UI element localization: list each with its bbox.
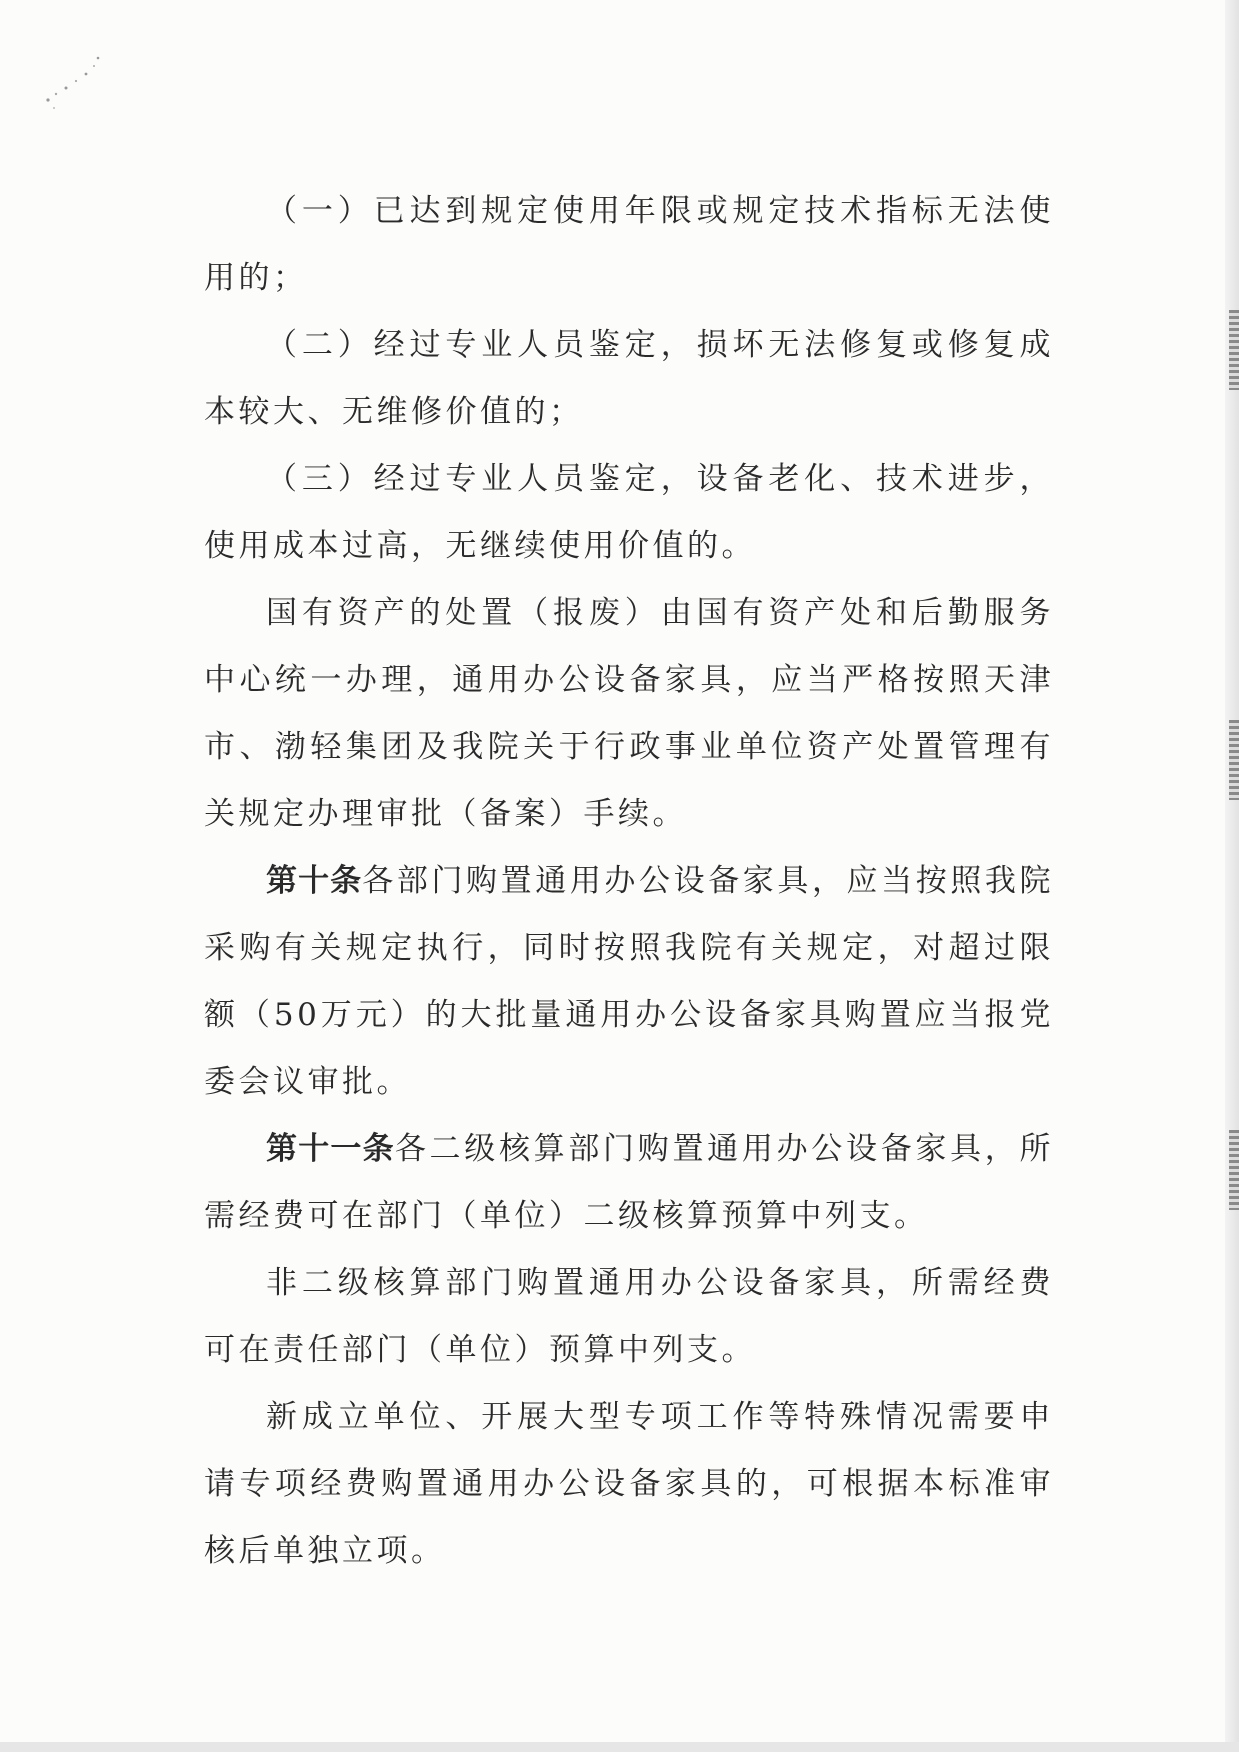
document-body bbox=[204, 178, 1054, 1585]
page-bottom-edge bbox=[0, 1742, 1239, 1752]
paragraph-text: 各二级核算部门购置通用办公设备家具，所需经费可在部门（单位）二级核算预算中列支。 bbox=[204, 1131, 1055, 1234]
paragraph-item-2 bbox=[204, 312, 1054, 446]
paragraph-special-projects bbox=[204, 1384, 1054, 1585]
scan-speck-marks bbox=[36, 48, 106, 118]
paragraph-item-3 bbox=[204, 446, 1054, 580]
paragraph-text: 新成立单位、开展大型专项工作等特殊情况需要申请专项经费购置通用办公设备家具的，可根据本标准审核后单独立项。 bbox=[204, 1399, 1054, 1569]
article-10 bbox=[204, 848, 1054, 1116]
paragraph-text: 非二级核算部门购置通用办公设备家具，所需经费可在责任部门（单位）预算中列支。 bbox=[204, 1265, 1054, 1368]
article-heading: 第十条 bbox=[266, 863, 363, 899]
binding-hole-mark bbox=[1229, 720, 1239, 800]
paragraph-non-secondary-units bbox=[204, 1250, 1054, 1384]
paragraph-item-1 bbox=[204, 178, 1054, 312]
binding-hole-mark bbox=[1229, 1130, 1239, 1210]
paragraph-disposal-rules bbox=[204, 580, 1054, 848]
article-heading: 第十一条 bbox=[266, 1131, 395, 1167]
paragraph-text: 各部门购置通用办公设备家具，应当按照我院采购有关规定执行，同时按照我院有关规定，对超过限额（50万元）的大批量通用办公设备家具购置应当报党委会议审批。 bbox=[204, 863, 1055, 1100]
paragraph-text: （二）经过专业人员鉴定，损坏无法修复或修复成本较大、无维修价值的； bbox=[204, 327, 1054, 430]
paragraph-text: （三）经过专业人员鉴定，设备老化、技术进步，使用成本过高，无继续使用价值的。 bbox=[204, 461, 1054, 564]
paragraph-text: 国有资产的处置（报废）由国有资产处和后勤服务中心统一办理，通用办公设备家具，应当严格按照天津市、渤轻集团及我院关于行政事业单位资产处置管理有关规定办理审批（备案）手续。 bbox=[204, 595, 1054, 832]
binding-hole-mark bbox=[1229, 310, 1239, 390]
article-11 bbox=[204, 1116, 1054, 1250]
paragraph-text: （一）已达到规定使用年限或规定技术指标无法使用的； bbox=[204, 193, 1054, 296]
page-edge-shadow bbox=[1225, 0, 1239, 1752]
